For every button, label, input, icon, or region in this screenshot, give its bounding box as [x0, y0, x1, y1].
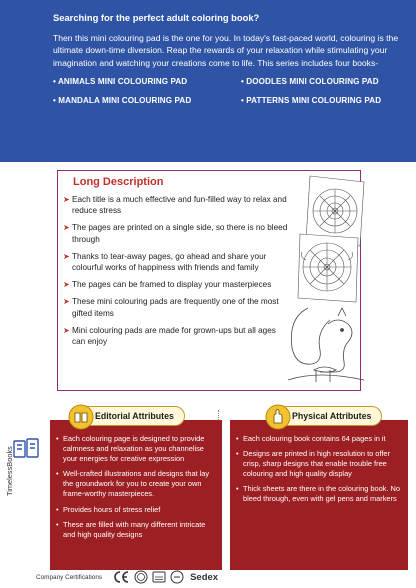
bullet-arrow-icon: ➤ — [63, 280, 70, 290]
quality-badge-icon — [152, 570, 166, 584]
book-item-doodles: • DOODLES MINI COLOURING PAD — [241, 76, 379, 86]
editorial-attributes-title: Editorial Attributes — [95, 411, 174, 421]
physical-attributes-list — [236, 434, 402, 510]
timeless-books-logo — [10, 435, 44, 545]
list-item: • Well-crafted illustrations and designs that lay the groundwork for you to create your own frame-worthy masterpieces. — [56, 469, 216, 499]
bullet-arrow-icon: ➤ — [63, 325, 70, 335]
list-item: ➤ Each title is a much effective and fun-filled way to relax and reduce stress — [63, 195, 287, 216]
certification-seal-icon — [134, 570, 148, 584]
list-item: ➤ Mini colouring pads are made for grown-ups but all ages can enjoy — [63, 325, 276, 347]
physical-attributes-header — [266, 406, 382, 426]
list-item: • Provides hours of stress relief — [56, 505, 216, 515]
list-item: • These are filled with many different intricate and high quality designs — [56, 520, 216, 540]
physical-attributes-panel — [230, 411, 408, 570]
intro-paragraph: Then this mini colouring pad is the one for you. In today's fast-paced world, colouring is the ultimate down-time diversion. Reap the rewards of your relaxation while stimulating your imagination and watching your creations come to life. This series includes four books- — [53, 33, 399, 68]
intro-title: Searching for the perfect adult coloring book? — [53, 12, 260, 23]
certifications-label: Company Certifications — [36, 573, 103, 581]
editorial-attributes-panel — [50, 411, 222, 570]
certifications-footer — [0, 566, 416, 588]
bullet-arrow-icon: ➤ — [63, 251, 70, 261]
list-item: • Designs are printed in high resolution to offer crisp, sharp designs that enable trouble free colouring and high quality display — [236, 449, 402, 479]
hand-icon — [265, 404, 291, 430]
list-item: ➤ Thanks to tear-away pages, go ahead and share your colourful works of happiness with friends and family — [63, 251, 267, 273]
book-item-patterns: • PATTERNS MINI COLOURING PAD — [241, 95, 382, 105]
long-description-list — [63, 194, 288, 353]
long-description-title: Long Description — [73, 176, 164, 188]
list-item: ➤ The pages can be framed to display your masterpieces — [63, 280, 272, 290]
book-icon — [68, 404, 94, 430]
sedex-logo: Sedex — [190, 571, 219, 583]
bullet-arrow-icon: ➤ — [63, 297, 70, 307]
bullet-arrow-icon: ➤ — [63, 223, 70, 233]
book-series-list — [53, 77, 407, 105]
list-item: • Thick sheets are there in the colouring book. No bleed through, even with gel pens and markers — [236, 484, 402, 504]
bullet-arrow-icon: ➤ — [63, 195, 70, 204]
iso-badge-icon — [170, 570, 184, 584]
editorial-attributes-list — [56, 434, 216, 545]
list-item: ➤ These mini colouring pads are frequently one of the most gifted items — [63, 297, 279, 318]
list-item: • Each colouring book contains 64 pages in it — [236, 434, 402, 444]
coloring-pages-illustration — [280, 174, 366, 390]
list-item: ➤ The pages are printed on a single side, so there is no bleed through — [63, 223, 288, 244]
editorial-attributes-header — [69, 406, 185, 426]
long-description-box — [57, 170, 361, 391]
list-item: • Each colouring page is designed to provide calmness and relaxation as you channelise your energies for creative expression — [56, 434, 216, 464]
physical-attributes-title: Physical Attributes — [292, 411, 372, 421]
book-item-mandala: • MANDALA MINI COLOURING PAD — [53, 95, 192, 105]
book-item-animals: • ANIMALS MINI COLOURING PAD — [53, 76, 188, 86]
brand-name: TimelessBooks — [5, 446, 14, 496]
ce-mark-icon — [112, 570, 130, 584]
intro-banner — [0, 0, 416, 162]
certification-logos — [112, 570, 218, 584]
